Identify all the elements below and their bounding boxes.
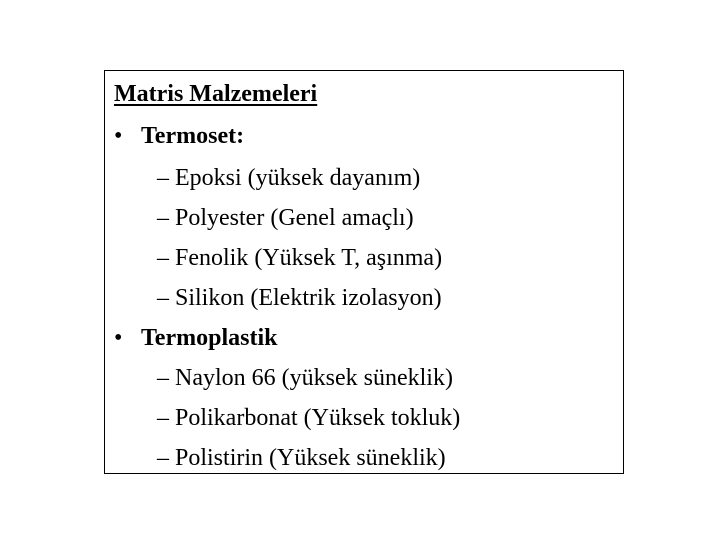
list-item: – Epoksi (yüksek dayanım) bbox=[157, 165, 421, 191]
list-item: – Silikon (Elektrik izolasyon) bbox=[157, 285, 442, 311]
list-item: – Naylon 66 (yüksek süneklik) bbox=[157, 365, 453, 391]
list-item: – Polyester (Genel amaçlı) bbox=[157, 205, 414, 231]
page-title: Matris Malzemeleri bbox=[114, 81, 318, 107]
list-item: – Polistirin (Yüksek süneklik) bbox=[157, 445, 446, 471]
list-item: – Polikarbonat (Yüksek tokluk) bbox=[157, 405, 461, 431]
bullet-termoset bbox=[114, 122, 244, 150]
bullet-termoplastik bbox=[114, 324, 277, 352]
list-item: – Fenolik (Yüksek T, aşınma) bbox=[157, 245, 443, 271]
bullet-dot: • bbox=[114, 123, 123, 149]
bullet-label-termoset: Termoset: bbox=[141, 123, 245, 149]
bullet-label-termoplastik: Termoplastik bbox=[141, 325, 278, 351]
content-box bbox=[104, 70, 624, 474]
bullet-dot: • bbox=[114, 325, 123, 351]
